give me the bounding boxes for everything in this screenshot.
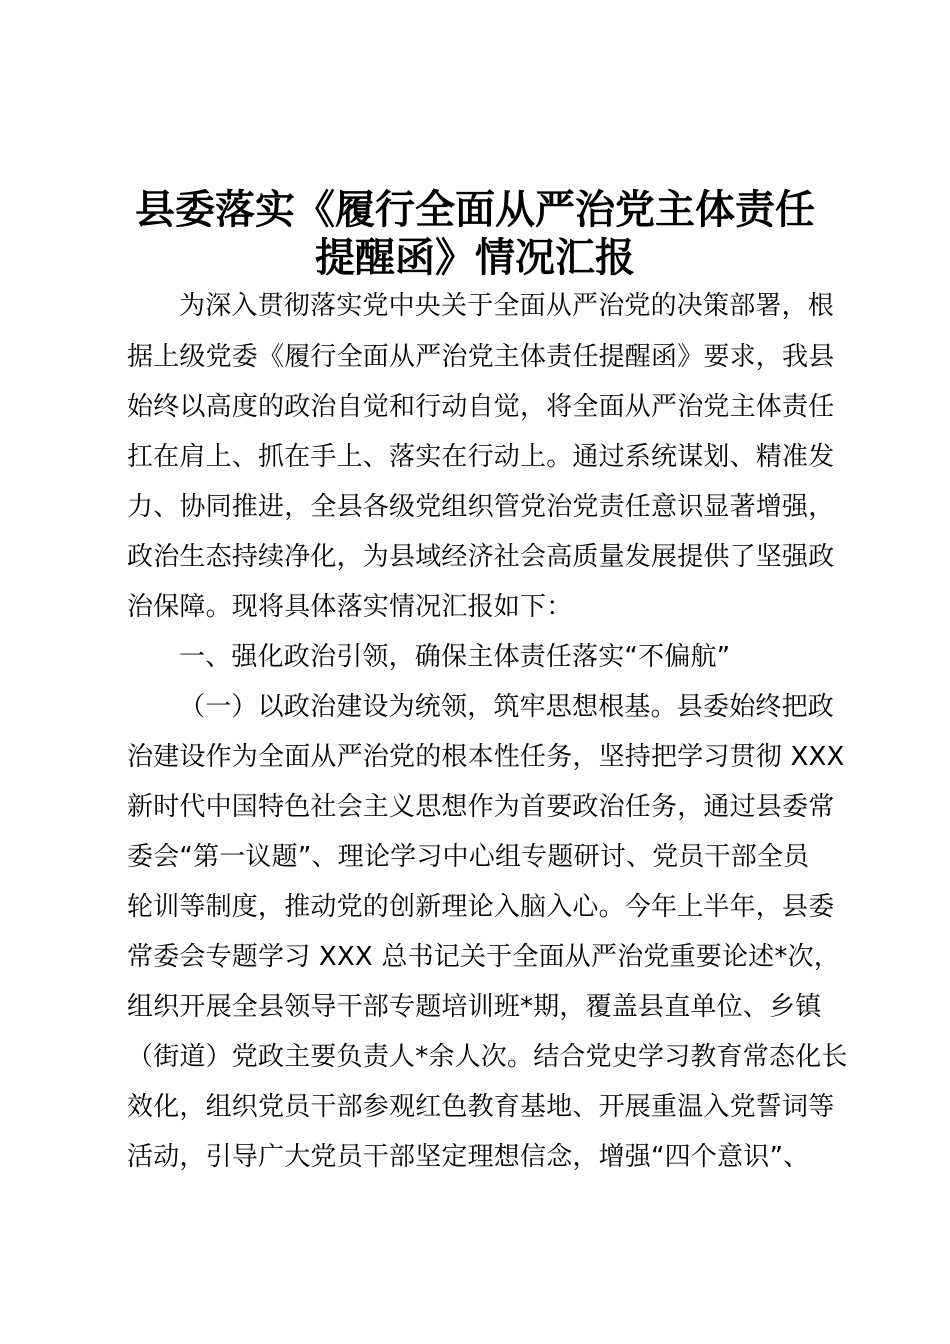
paragraph-line: 力、协同推进，全县各级党组织管党治党责任意识显著增强， xyxy=(127,492,835,522)
paragraph-line: 新时代中国特色社会主义思想作为首要政治任务，通过县委常 xyxy=(127,792,835,822)
paragraph-line: 始终以高度的政治自觉和行动自觉，将全面从严治党主体责任 xyxy=(127,392,835,422)
paragraph-line: 轮训等制度，推动党的创新理论入脑入心。今年上半年，县委 xyxy=(127,892,835,922)
paragraph-line: 治建设作为全面从严治党的根本性任务，坚持把学习贯彻 XXX xyxy=(127,742,845,772)
paragraph-line: 委会“第一议题”、理论学习中心组专题研讨、党员干部全员 xyxy=(127,842,810,872)
paragraph-line: 效化，组织党员干部参观红色教育基地、开展重温入党誓词等 xyxy=(127,1092,835,1122)
paragraph-line: 常委会专题学习 XXX 总书记关于全面从严治党重要论述*次， xyxy=(127,942,840,972)
paragraph-line: 为深入贯彻落实党中央关于全面从严治党的决策部署，根 xyxy=(179,291,835,321)
paragraph-line: 治保障。现将具体落实情况汇报如下： xyxy=(127,592,573,622)
paragraph-line: 扛在肩上、抓在手上、落实在行动上。通过系统谋划、精准发 xyxy=(127,442,835,472)
paragraph-line: 政治生态持续净化，为县域经济社会高质量发展提供了坚强政 xyxy=(127,542,835,572)
paragraph-line: 据上级党委《履行全面从严治党主体责任提醒函》要求，我县 xyxy=(127,342,835,372)
section-heading: 一、强化政治引领，确保主体责任落实“不偏航” xyxy=(179,642,731,672)
document-title-line-2: 提醒函》情况汇报 xyxy=(315,235,635,281)
paragraph-line: 活动，引导广大党员干部坚定理想信念，增强“四个意识”、 xyxy=(127,1142,810,1172)
subsection-heading: （一）以政治建设为统领，筑牢思想根基。县委始终把政 xyxy=(179,692,835,722)
paragraph-line: （街道）党政主要负责人*余人次。结合党史学习教育常态化长 xyxy=(127,1042,848,1072)
document-title-line-1: 县委落实《履行全面从严治党主体责任 xyxy=(135,187,815,233)
paragraph-line: 组织开展全县领导干部专题培训班*期，覆盖县直单位、乡镇 xyxy=(127,992,822,1022)
